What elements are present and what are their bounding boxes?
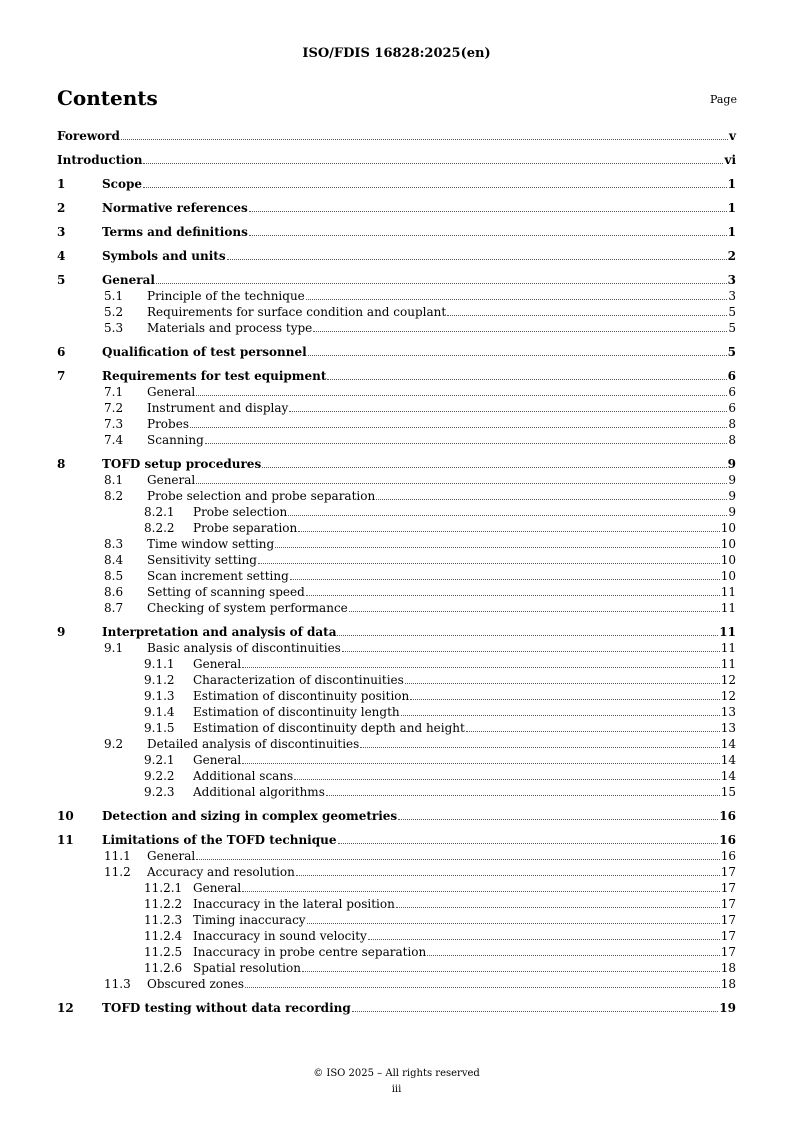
dot-leader	[242, 667, 719, 668]
toc-entry-page: 8	[728, 417, 736, 431]
toc-entry-number: 9.1.3	[144, 689, 175, 703]
toc-entry-page: 9	[728, 505, 736, 519]
toc-entry-number: 9.2.3	[144, 785, 175, 799]
toc-entry[interactable]	[0, 248, 793, 264]
toc-entry-number: 8.3	[104, 537, 124, 551]
toc-entry-page: 14	[720, 737, 736, 751]
toc-entry-title: Introduction	[57, 153, 143, 167]
page-title: Contents	[57, 86, 158, 110]
dot-leader	[360, 747, 719, 748]
toc-entry[interactable]	[0, 504, 793, 520]
toc-entry[interactable]	[0, 128, 793, 144]
dot-leader	[290, 579, 720, 580]
toc-entry-page: 5	[728, 305, 736, 319]
toc-entry-page: 17	[720, 945, 736, 959]
dot-leader	[298, 531, 719, 532]
toc-entry-number: 2	[57, 201, 66, 215]
dot-leader	[288, 515, 727, 516]
toc-entry[interactable]	[0, 472, 793, 488]
toc-entry-page: 6	[728, 385, 736, 399]
toc-entry-page: 17	[720, 897, 736, 911]
toc-entry[interactable]	[0, 520, 793, 536]
toc-entry-title: Spatial resolution	[193, 961, 301, 975]
dot-leader	[376, 499, 727, 500]
toc-entry[interactable]	[0, 880, 793, 896]
page-column-label: Page	[709, 93, 737, 106]
toc-entry[interactable]	[0, 152, 793, 168]
toc-entry[interactable]	[0, 344, 793, 360]
toc-entry[interactable]	[0, 928, 793, 944]
toc-entry[interactable]	[0, 536, 793, 552]
toc-entry-page: 1	[727, 225, 736, 239]
toc-entry-title: Characterization of discontinuities	[193, 673, 404, 687]
toc-entry-number: 11	[57, 833, 74, 847]
toc-entry-title: Requirements for surface condition and couplant	[147, 305, 447, 319]
toc-entry-title: Sensitivity setting	[147, 553, 257, 567]
toc-entry[interactable]	[0, 960, 793, 976]
toc-entry-title: Detection and sizing in complex geometries	[102, 809, 398, 823]
toc-entry[interactable]	[0, 944, 793, 960]
dot-leader	[306, 595, 720, 596]
toc-entry[interactable]	[0, 912, 793, 928]
toc-entry-number: 9.1	[104, 641, 124, 655]
toc-entry-number: 5.3	[104, 321, 124, 335]
toc-entry[interactable]	[0, 176, 793, 192]
dot-leader	[401, 715, 720, 716]
toc-entry-page: 5	[727, 345, 736, 359]
dot-leader	[427, 955, 719, 956]
toc-entry-page: 11	[720, 585, 736, 599]
toc-entry-page: 9	[728, 489, 736, 503]
toc-entry-title: Additional scans	[193, 769, 294, 783]
toc-entry[interactable]	[0, 384, 793, 400]
dot-leader	[245, 987, 720, 988]
dot-leader	[143, 187, 727, 188]
toc-entry-title: General	[102, 273, 155, 287]
toc-entry-page: 10	[720, 569, 736, 583]
toc-entry[interactable]	[0, 200, 793, 216]
dot-leader	[342, 651, 720, 652]
toc-entry-title: Detailed analysis of discontinuities	[147, 737, 360, 751]
toc-entry-number: 11.2	[104, 865, 131, 879]
toc-entry[interactable]	[0, 624, 793, 640]
dot-leader	[302, 971, 720, 972]
toc-entry-page: 9	[727, 457, 736, 471]
toc-entry-number: 8.2.2	[144, 521, 175, 535]
dot-leader	[405, 683, 720, 684]
toc-entry-page: 18	[720, 977, 736, 991]
dot-leader	[121, 139, 728, 140]
toc-entry-number: 11.2.4	[144, 929, 183, 943]
toc-entry-page: 18	[720, 961, 736, 975]
dot-leader	[190, 427, 727, 428]
toc-entry-page: 17	[720, 881, 736, 895]
toc-entry-page: 1	[727, 201, 736, 215]
toc-entry-page: 11	[719, 625, 736, 639]
toc-entry-page: 3	[727, 273, 736, 287]
dot-leader	[396, 907, 720, 908]
toc-entry[interactable]	[0, 320, 793, 336]
toc-entry-number: 7.2	[104, 401, 124, 415]
dot-leader	[275, 547, 720, 548]
toc-entry-title: Normative references	[102, 201, 248, 215]
dot-leader	[327, 379, 726, 380]
toc-entry-title: Qualification of test personnel	[102, 345, 307, 359]
toc-entry-number: 7	[57, 369, 66, 383]
toc-entry[interactable]	[0, 704, 793, 720]
dot-leader	[196, 859, 719, 860]
dot-leader	[258, 563, 720, 564]
toc-entry-title: General	[147, 473, 196, 487]
toc-entry-page: 14	[720, 769, 736, 783]
toc-entry-page: 11	[720, 601, 736, 615]
toc-entry-number: 8.6	[104, 585, 124, 599]
toc-entry-number: 9.1.2	[144, 673, 175, 687]
toc-entry-page: 13	[720, 705, 736, 719]
toc-entry[interactable]	[0, 976, 793, 992]
dot-leader	[262, 467, 726, 468]
dot-leader	[368, 939, 720, 940]
dot-leader	[398, 819, 718, 820]
toc-entry-page: 17	[720, 913, 736, 927]
dot-leader	[326, 795, 720, 796]
toc-entry-page: 3	[728, 289, 736, 303]
toc-entry-title: TOFD setup procedures	[102, 457, 262, 471]
toc-entry-title: Principle of the technique	[147, 289, 305, 303]
toc-entry-title: Requirements for test equipment	[102, 369, 327, 383]
toc-entry-page: 10	[720, 553, 736, 567]
toc-entry[interactable]	[0, 808, 793, 824]
toc-entry-number: 8.2	[104, 489, 124, 503]
toc-entry-title: Probe separation	[193, 521, 298, 535]
dot-leader	[308, 355, 727, 356]
toc-entry[interactable]	[0, 736, 793, 752]
dot-leader	[143, 163, 723, 164]
toc-entry-number: 8.4	[104, 553, 124, 567]
toc-entry-number: 7.1	[104, 385, 124, 399]
toc-entry-title: Timing inaccuracy	[193, 913, 306, 927]
toc-entry-number: 8.2.1	[144, 505, 175, 519]
toc-entry-number: 9.2.1	[144, 753, 175, 767]
toc-entry-page: 2	[727, 249, 736, 263]
toc-entry-number: 9.2	[104, 737, 124, 751]
toc-entry-number: 8.5	[104, 569, 124, 583]
dot-leader	[466, 731, 720, 732]
dot-leader	[196, 483, 727, 484]
toc-entry-title: Scan increment setting	[147, 569, 289, 583]
toc-entry-title: Additional algorithms	[193, 785, 325, 799]
toc-entry[interactable]	[0, 552, 793, 568]
toc-entry-page: 15	[720, 785, 736, 799]
toc-entry-page: 9	[728, 473, 736, 487]
toc-entry-page: 17	[720, 865, 736, 879]
table-of-contents	[0, 128, 793, 1016]
toc-entry-number: 9	[57, 625, 66, 639]
toc-entry-page: vi	[724, 153, 736, 167]
toc-entry[interactable]	[0, 288, 793, 304]
toc-entry-number: 7.3	[104, 417, 124, 431]
toc-entry[interactable]	[0, 720, 793, 736]
toc-entry-number: 1	[57, 177, 66, 191]
toc-entry-page: 14	[720, 753, 736, 767]
toc-entry[interactable]	[0, 656, 793, 672]
dot-leader	[306, 299, 728, 300]
toc-entry[interactable]	[0, 456, 793, 472]
toc-entry[interactable]	[0, 672, 793, 688]
toc-entry[interactable]	[0, 768, 793, 784]
toc-entry[interactable]	[0, 488, 793, 504]
toc-entry-page: 1	[727, 177, 736, 191]
toc-entry-title: Setting of scanning speed	[147, 585, 305, 599]
toc-entry-title: General	[147, 385, 196, 399]
toc-entry-page: 13	[720, 721, 736, 735]
toc-entry-number: 3	[57, 225, 66, 239]
toc-entry-number: 8.7	[104, 601, 124, 615]
toc-entry-title: Probes	[147, 417, 189, 431]
dot-leader	[294, 779, 720, 780]
toc-entry-number: 6	[57, 345, 66, 359]
toc-entry-number: 4	[57, 249, 66, 263]
toc-entry-title: Estimation of discontinuity position	[193, 689, 410, 703]
toc-entry[interactable]	[0, 784, 793, 800]
toc-entry-number: 11.2.6	[144, 961, 183, 975]
toc-entry-title: Inaccuracy in the lateral position	[193, 897, 395, 911]
toc-entry[interactable]	[0, 640, 793, 656]
toc-entry-title: Basic analysis of discontinuities	[147, 641, 341, 655]
toc-entry-page: 17	[720, 929, 736, 943]
toc-entry[interactable]	[0, 832, 793, 848]
toc-entry-number: 5.2	[104, 305, 124, 319]
toc-entry-page: 12	[720, 673, 736, 687]
toc-entry-page: 16	[719, 809, 736, 823]
dot-leader	[205, 443, 728, 444]
toc-entry-title: General	[147, 849, 196, 863]
toc-entry-number: 11.2.3	[144, 913, 183, 927]
toc-entry-title: Symbols and units	[102, 249, 226, 263]
toc-entry-title: Limitations of the TOFD technique	[102, 833, 337, 847]
toc-entry-title: Terms and definitions	[102, 225, 248, 239]
toc-entry-page: 11	[720, 641, 736, 655]
toc-entry-title: Probe selection	[193, 505, 288, 519]
toc-entry[interactable]	[0, 600, 793, 616]
toc-entry-number: 9.1.4	[144, 705, 175, 719]
toc-entry-title: Inaccuracy in sound velocity	[193, 929, 367, 943]
toc-entry[interactable]	[0, 568, 793, 584]
toc-entry-title: General	[193, 657, 242, 671]
toc-entry-title: Estimation of discontinuity depth and height	[193, 721, 465, 735]
dot-leader	[196, 395, 727, 396]
toc-entry-page: 6	[728, 401, 736, 415]
toc-entry-number: 8.1	[104, 473, 124, 487]
dot-leader	[337, 635, 718, 636]
dot-leader	[307, 923, 720, 924]
toc-entry-number: 9.1.5	[144, 721, 175, 735]
toc-entry[interactable]	[0, 848, 793, 864]
toc-entry-title: Materials and process type	[147, 321, 313, 335]
toc-entry-page: v	[729, 129, 736, 143]
dot-leader	[156, 283, 727, 284]
toc-entry-number: 11.3	[104, 977, 131, 991]
page-number: iii	[391, 1084, 402, 1095]
toc-entry[interactable]	[0, 368, 793, 384]
toc-entry-title: Obscured zones	[147, 977, 244, 991]
toc-entry-page: 10	[720, 537, 736, 551]
toc-entry-title: Scope	[102, 177, 143, 191]
dot-leader	[249, 235, 727, 236]
toc-entry[interactable]	[0, 304, 793, 320]
toc-entry[interactable]	[0, 584, 793, 600]
toc-entry-number: 7.4	[104, 433, 124, 447]
toc-entry-page: 11	[720, 657, 736, 671]
toc-entry-page: 19	[719, 1001, 736, 1015]
dot-leader	[289, 411, 727, 412]
copyright-notice: © ISO 2025 – All rights reserved	[313, 1068, 480, 1079]
toc-entry-page: 6	[727, 369, 736, 383]
toc-entry-number: 5	[57, 273, 66, 287]
dot-leader	[242, 763, 719, 764]
dot-leader	[349, 611, 720, 612]
toc-entry[interactable]	[0, 416, 793, 432]
toc-entry[interactable]	[0, 752, 793, 768]
toc-entry[interactable]	[0, 400, 793, 416]
toc-entry-page: 5	[728, 321, 736, 335]
toc-entry[interactable]	[0, 224, 793, 240]
toc-entry-number: 11.2.2	[144, 897, 183, 911]
toc-entry-number: 11.1	[104, 849, 131, 863]
dot-leader	[249, 211, 727, 212]
toc-entry[interactable]	[0, 896, 793, 912]
toc-entry-title: General	[193, 753, 242, 767]
toc-entry-number: 12	[57, 1001, 74, 1015]
page-footer	[0, 1066, 793, 1098]
toc-entry-page: 12	[720, 689, 736, 703]
toc-entry-page: 16	[720, 849, 736, 863]
dot-leader	[410, 699, 719, 700]
toc-entry[interactable]	[0, 1000, 793, 1016]
toc-entry-title: Foreword	[57, 129, 120, 143]
toc-entry-title: Probe selection and probe separation	[147, 489, 376, 503]
contents-heading-row	[57, 86, 737, 112]
toc-entry-title: Interpretation and analysis of data	[102, 625, 337, 639]
dot-leader	[296, 875, 720, 876]
toc-entry-number: 8	[57, 457, 66, 471]
toc-entry-title: Scanning	[147, 433, 204, 447]
toc-entry-number: 9.2.2	[144, 769, 175, 783]
dot-leader	[227, 259, 727, 260]
toc-entry[interactable]	[0, 688, 793, 704]
toc-entry-title: Instrument and display	[147, 401, 289, 415]
dot-leader	[447, 315, 727, 316]
toc-entry-number: 11.2.1	[144, 881, 183, 895]
toc-entry-title: Inaccuracy in probe centre separation	[193, 945, 427, 959]
dot-leader	[338, 843, 719, 844]
toc-entry-number: 11.2.5	[144, 945, 183, 959]
dot-leader	[313, 331, 727, 332]
toc-entry[interactable]	[0, 272, 793, 288]
toc-entry[interactable]	[0, 864, 793, 880]
toc-entry-title: Estimation of discontinuity length	[193, 705, 400, 719]
dot-leader	[242, 891, 719, 892]
toc-entry-title: TOFD testing without data recording	[102, 1001, 351, 1015]
document-header: ISO/FDIS 16828:2025(en)	[302, 46, 491, 61]
toc-entry-title: Checking of system performance	[147, 601, 348, 615]
toc-entry-number: 5.1	[104, 289, 124, 303]
dot-leader	[352, 1011, 719, 1012]
toc-entry[interactable]	[0, 432, 793, 448]
toc-entry-number: 10	[57, 809, 74, 823]
toc-entry-title: General	[193, 881, 242, 895]
toc-entry-page: 10	[720, 521, 736, 535]
toc-entry-title: Accuracy and resolution	[147, 865, 295, 879]
toc-entry-page: 8	[728, 433, 736, 447]
toc-entry-title: Time window setting	[147, 537, 275, 551]
toc-entry-number: 9.1.1	[144, 657, 175, 671]
toc-entry-page: 16	[719, 833, 736, 847]
